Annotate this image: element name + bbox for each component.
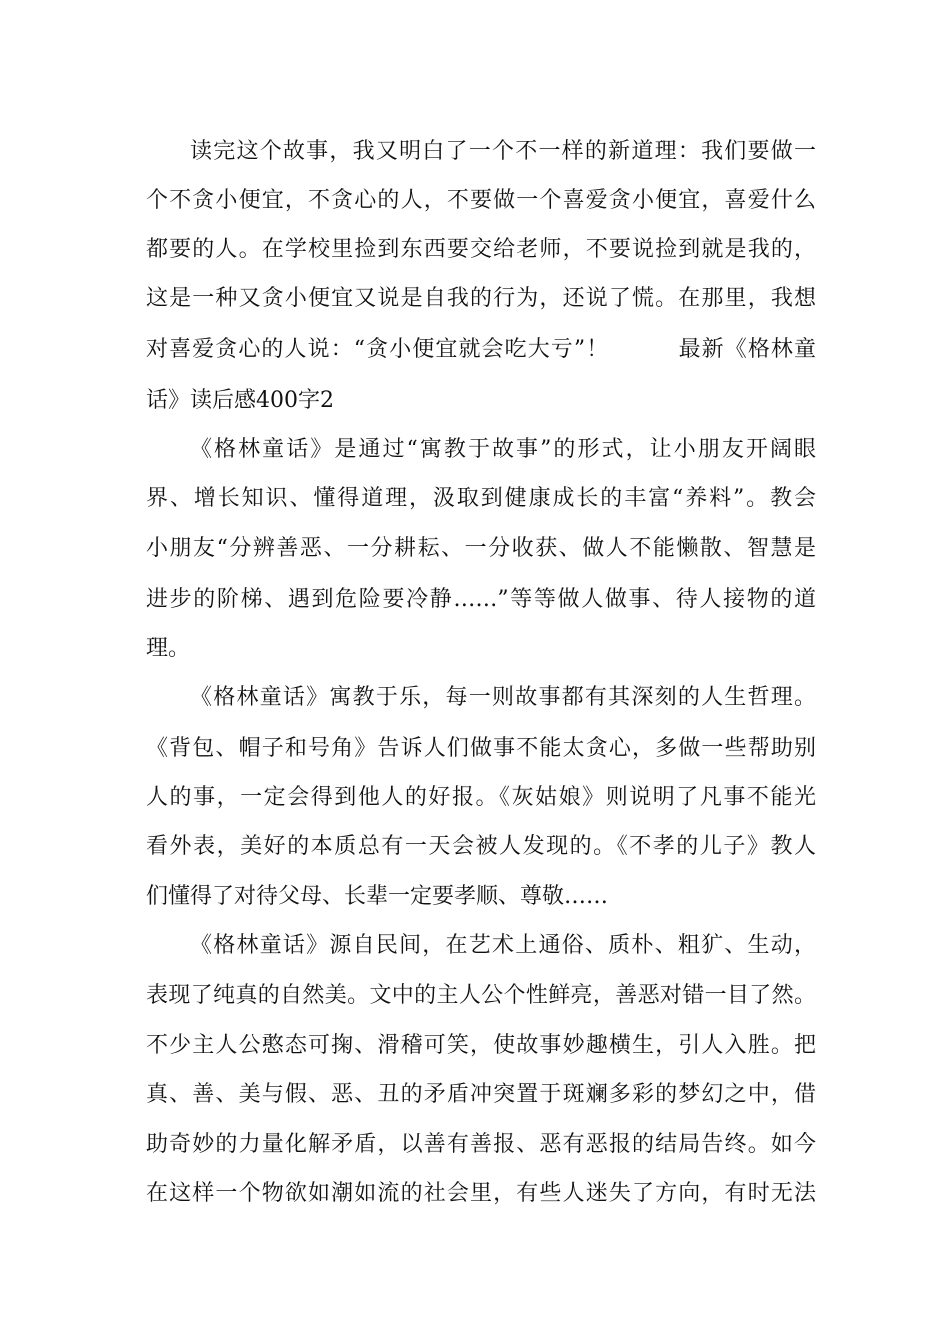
text-line: 这是一种又贪小便宜又说是自我的行为，还说了慌。在那里，我想 [146, 286, 816, 311]
text-line: 《背包、帽子和号角》告诉人们做事不能太贪心，多做一些帮助别 [146, 736, 816, 761]
text-line: 人的事，一定会得到他人的好报。《灰姑娘》则说明了凡事不能光 [146, 785, 816, 810]
text-line: 读完这个故事，我又明白了一个不一样的新道理：我们要做一 [190, 139, 816, 164]
text-line: 话》读后感400字2 [146, 388, 334, 413]
text-line: 理。 [146, 636, 191, 661]
text-line: 个不贪小便宜，不贪心的人，不要做一个喜爱贪小便宜，喜爱什么 [146, 188, 816, 213]
text-line: 助奇妙的力量化解矛盾，以善有善报、恶有恶报的结局告终。如今 [146, 1132, 816, 1157]
text-line: 们懂得了对待父母、长辈一定要孝顺、尊敬…… [146, 884, 609, 909]
text-line: 《格林童话》是通过“寓教于故事”的形式，让小朋友开阔眼 [190, 437, 816, 462]
text-line: 真、善、美与假、恶、丑的矛盾冲突置于斑斓多彩的梦幻之中，借 [146, 1082, 816, 1107]
text-line: 在这样一个物欲如潮如流的社会里，有些人迷失了方向，有时无法 [146, 1181, 816, 1206]
text-line: 看外表，美好的本质总有一天会被人发现的。《不孝的儿子》教人 [146, 834, 816, 859]
text-line: 《格林童话》源自民间，在艺术上通俗、质朴、粗犷、生动， [190, 933, 816, 958]
text-line: 表现了纯真的自然美。文中的主人公个性鲜亮，善恶对错一目了然。 [146, 983, 816, 1008]
text-line: 《格林童话》寓教于乐，每一则故事都有其深刻的人生哲理。 [190, 685, 816, 710]
text-line: 小朋友“分辨善恶、一分耕耘、一分收获、做人不能懒散、智慧是 [146, 536, 816, 561]
text-line: 都要的人。在学校里捡到东西要交给老师，不要说捡到就是我的， [146, 237, 816, 262]
text-line: 不少主人公憨态可掬、滑稽可笑，使故事妙趣横生，引人入胜。把 [146, 1033, 816, 1058]
text-line: 界、增长知识、懂得道理，汲取到健康成长的丰富“养料”。教会 [146, 486, 816, 511]
text-line: 对喜爱贪心的人说：“贪小便宜就会吃大亏”！ 最新《格林童 [146, 337, 816, 362]
text-line: 进步的阶梯、遇到危险要冷静……”等等做人做事、待人接物的道 [146, 587, 816, 612]
